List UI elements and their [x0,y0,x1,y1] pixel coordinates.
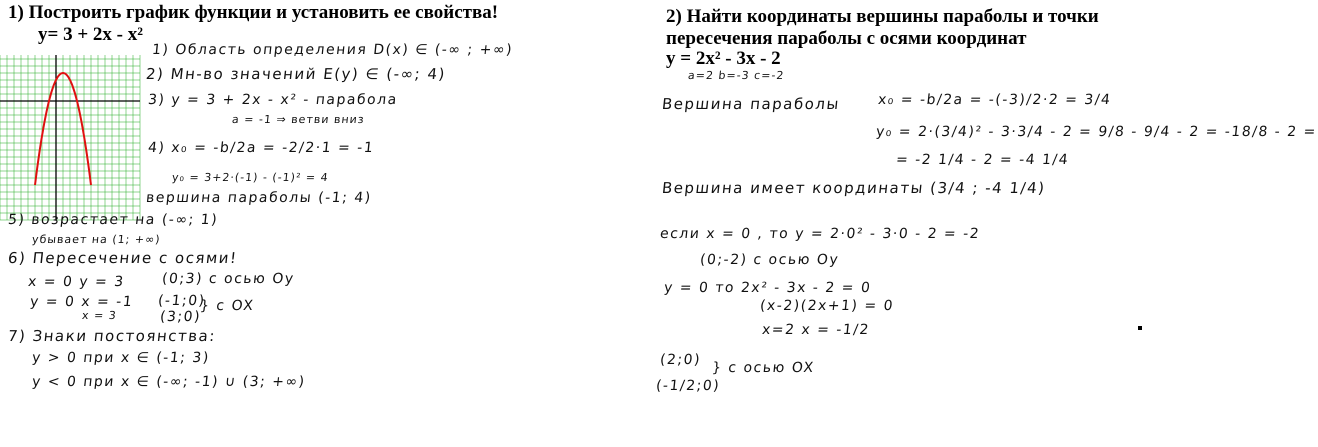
left-note: y > 0 при x ∈ (-1; 3) [31,350,211,366]
left-note: y = 0 x = -1 [29,294,134,310]
right-note: Вершина имеет координаты (3/4 ; -4 1/4) [661,179,1047,197]
right-task-title: пересечения параболы с осями координат [666,28,1027,49]
left-note: (3;0) [159,309,202,325]
left-note: a = -1 ⇒ ветви вниз [231,113,366,126]
right-note: y = 0 то 2x² - 3x - 2 = 0 [663,280,873,296]
left-note: 5) возрастает на (-∞; 1) [7,212,219,228]
stray-dot [1138,326,1142,330]
right-note: a=2 b=-3 c=-2 [687,69,786,82]
left-note: x = 3 [81,309,118,322]
left-note: (0;3) с осью Oy [161,271,296,287]
right-note: x=2 x = -1/2 [761,322,871,338]
left-note: 1) Область определения D(x) ∈ (-∞ ; +∞) [151,42,514,58]
right-note: (2;0) [659,352,702,368]
left-note: вершина параболы (-1; 4) [145,190,373,206]
left-note: (-1;0) [157,293,207,309]
left-note: 3) y = 3 + 2x - x² - парабола [147,92,399,108]
right-note: если x = 0 , то y = 2·0² - 3·0 - 2 = -2 [659,226,981,242]
right-note: } с осью OX [711,360,816,376]
right-task-title: 2) Найти координаты вершины параболы и точки [666,6,1099,27]
left-task-title: 1) Построить график функции и установить ее свойства! [8,2,499,23]
left-function: y= 3 + 2x - x² [38,24,143,45]
right-note: x₀ = -b/2a = -(-3)/2·2 = 3/4 [877,92,1113,108]
left-note: 2) Мн-во значений E(y) ∈ (-∞; 4) [145,65,447,83]
right-note: (0;-2) с осью Oy [699,252,841,268]
right-function: y = 2x² - 3x - 2 [666,48,781,69]
right-note: (x-2)(2x+1) = 0 [759,298,895,314]
left-note: 7) Знаки постоянства: [7,327,217,345]
right-note: y₀ = 2·(3/4)² - 3·3/4 - 2 = 9/8 - 9/4 - 2 = -18/8 - 2 = [875,124,1318,140]
left-note: x = 0 y = 3 [27,274,126,290]
left-note: 4) x₀ = -b/2a = -2/2·1 = -1 [147,140,375,156]
parabola-graph [0,55,140,220]
left-note: 6) Пересечение с осями! [7,249,239,267]
left-note: y₀ = 3+2·(-1) - (-1)² = 4 [171,171,330,184]
left-note: убывает на (1; +∞) [31,233,162,246]
right-note: (-1/2;0) [655,378,721,394]
right-note: Вершина параболы [661,95,841,113]
left-note: y < 0 при x ∈ (-∞; -1) ∪ (3; +∞) [31,374,307,390]
right-note: = -2 1/4 - 2 = -4 1/4 [895,152,1070,168]
left-note: } с OX [199,298,256,314]
